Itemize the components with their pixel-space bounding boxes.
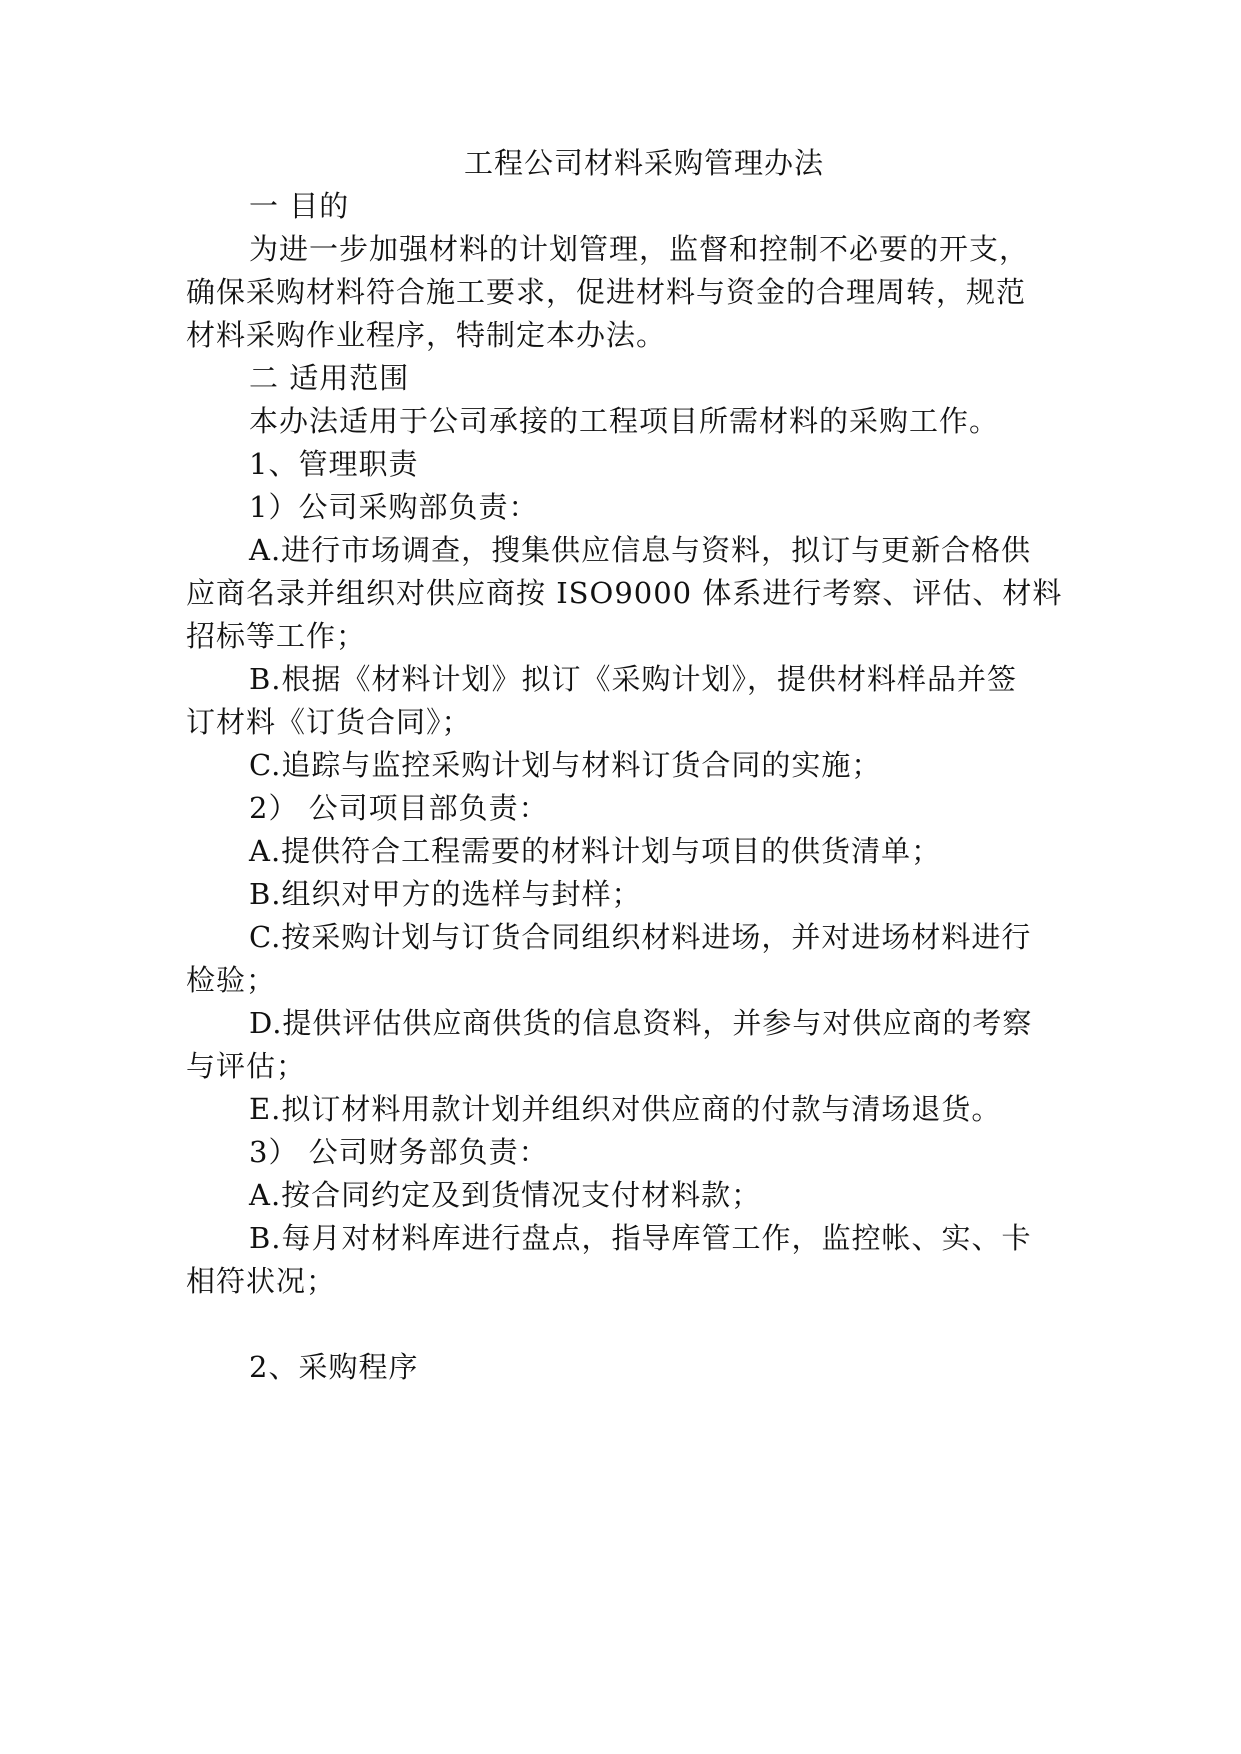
list-item-line: B.每月对材料库进行盘点，指导库管工作，监控帐、实、卡 <box>249 1221 1032 1255</box>
list-item-line: 应商名录并组织对供应商按 ISO9000 体系进行考察、评估、材料 <box>186 576 1063 610</box>
list-item-line: A.提供符合工程需要的材料计划与项目的供货清单； <box>249 834 942 868</box>
paragraph-line: 材料采购作业程序，特制定本办法。 <box>186 318 667 352</box>
list-item-line: A.进行市场调查，搜集供应信息与资料，拟订与更新合格供 <box>249 533 1032 567</box>
list-item-line: 检验； <box>186 963 277 997</box>
paragraph-line: 本办法适用于公司承接的工程项目所需材料的采购工作。 <box>249 404 1000 438</box>
section-heading-scope: 二 适用范围 <box>249 361 410 395</box>
list-item-line: B.根据《材料计划》拟订《采购计划》，提供材料样品并签 <box>249 662 1018 696</box>
section-heading-purpose: 一 目的 <box>249 189 350 223</box>
paragraph-line: 为进一步加强材料的计划管理，监督和控制不必要的开支， <box>249 232 1030 266</box>
list-item-line: 与评估； <box>186 1049 307 1083</box>
list-item-line: C.追踪与监控采购计划与材料订货合同的实施； <box>249 748 882 782</box>
subsection-heading-procedure: 2、采购程序 <box>249 1350 419 1384</box>
list-item-line: E.拟订材料用款计划并组织对供应商的付款与清场退货。 <box>249 1092 1002 1126</box>
list-item-line: 招标等工作； <box>186 619 367 653</box>
item-heading-purchasing-dept: 1）公司采购部负责： <box>249 490 539 524</box>
paragraph-line: 确保采购材料符合施工要求，促进材料与资金的合理周转，规范 <box>186 275 1027 309</box>
list-item-line: D.提供评估供应商供货的信息资料，并参与对供应商的考察 <box>249 1006 1033 1040</box>
document-title: 工程公司材料采购管理办法 <box>464 146 825 180</box>
subsection-heading-responsibilities: 1、管理职责 <box>249 447 419 481</box>
list-item-line: A.按合同约定及到货情况支付材料款； <box>249 1178 762 1212</box>
list-item-line: 订材料《订货合同》； <box>186 705 472 739</box>
item-heading-project-dept: 2） 公司项目部负责： <box>249 791 549 825</box>
item-heading-finance-dept: 3） 公司财务部负责： <box>249 1135 549 1169</box>
list-item-line: C.按采购计划与订货合同组织材料进场，并对进场材料进行 <box>249 920 1032 954</box>
list-item-line: B.组织对甲方的选样与封样； <box>249 877 642 911</box>
list-item-line: 相符状况； <box>186 1264 337 1298</box>
